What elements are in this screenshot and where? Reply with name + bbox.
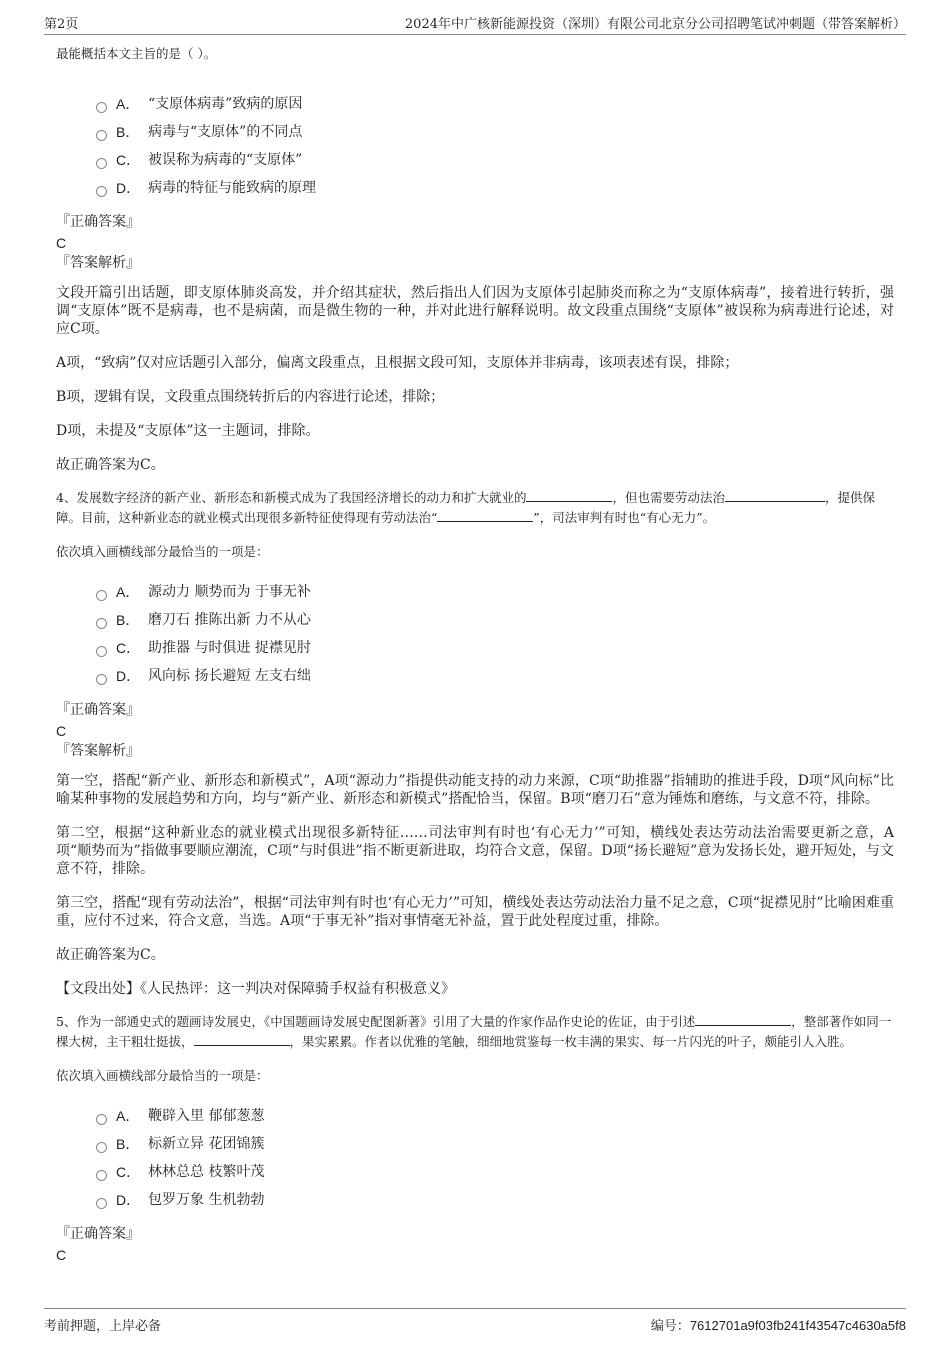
answer-blank <box>526 488 612 502</box>
option-d[interactable]: D． 包罗万象 生机勃勃 <box>96 1186 894 1214</box>
radio-icon[interactable] <box>96 674 107 685</box>
correct-answer-label: 『正确答案』 <box>56 1226 140 1242</box>
analysis-paragraph: 第三空，搭配“现有劳动法治”，根据“司法审判有时也‘有心无力’”可知，横线处表达劳动法治力量不足之意，C项“捉襟见肘”比喻困难重重，应付不过来，符合文意，当选。A项“于事无补”指对事情毫无补益，置于此处程度过重，排除。 <box>56 895 894 929</box>
radio-icon[interactable] <box>96 102 107 113</box>
text-source: 【文段出处】《人民热评：这一判决对保障骑手权益有积极意义》 <box>56 981 455 997</box>
radio-icon[interactable] <box>96 1198 107 1209</box>
analysis-paragraph: 第二空，根据“这种新业态的就业模式出现很多新特征……司法审判有时也‘有心无力’”可知，横线处表达劳动法治需要更新之意，A项“顺势而为”指做事要顺应潮流，C项“与时俱进”指不断更新进取，均符合文意，保留。D项“扬长避短”意为发扬长处，避开短处，与文意不符，排除。 <box>56 825 894 877</box>
analysis-paragraph: 第一空，搭配“新产业、新形态和新模式”，A项“源动力”指提供动能支持的动力来源，C项“助推器”指辅助的推进手段，D项“风向标”比喻某种事物的发展趋势和方向，均与“新产业、新形态和新模式”搭配恰当，保留。B项“磨刀石”意为锤炼和磨练，与文意不符，排除。 <box>56 773 894 807</box>
radio-icon[interactable] <box>96 130 107 141</box>
radio-icon[interactable] <box>96 186 107 197</box>
question-3-stem: 最能概括本文主旨的是（ ）。 <box>56 46 217 61</box>
option-c[interactable]: C． 林林总总 枝繁叶茂 <box>96 1158 894 1186</box>
question-4-instruction: 依次填入画横线部分最恰当的一项是： <box>56 544 269 559</box>
page-number: 第2页 <box>44 17 79 32</box>
radio-icon[interactable] <box>96 158 107 169</box>
analysis-paragraph: 故正确答案为C。 <box>56 457 165 473</box>
answer-blank <box>194 1032 290 1046</box>
option-a[interactable]: A． 鞭辟入里 郁郁葱葱 <box>96 1102 894 1130</box>
correct-answer-label: 『正确答案』 <box>56 214 140 230</box>
radio-icon[interactable] <box>96 590 107 601</box>
question-5-stem: 5、作为一部通史式的题画诗发展史，《中国题画诗发展史配图新著》引用了大量的作家作品作史论的佐证，由于引述 ，整部著作如同一棵大树，主干粗壮挺拔， ，果实累累。作者以优雅的笔触，细细地赏鉴每一枚丰满的果实、每一片闪光的叶子，颇能引人入胜。 <box>56 1014 892 1049</box>
radio-icon[interactable] <box>96 1170 107 1181</box>
question-5-options <box>96 1102 894 1214</box>
question-5-instruction: 依次填入画横线部分最恰当的一项是： <box>56 1068 269 1083</box>
option-a[interactable]: A． 源动力 顺势而为 于事无补 <box>96 578 894 606</box>
page-content <box>56 44 894 1265</box>
analysis-label: 『答案解析』 <box>56 743 140 759</box>
page-header <box>44 8 906 35</box>
analysis-paragraph: B项，逻辑有误，文段重点围绕转折后的内容进行论述，排除； <box>56 389 445 405</box>
option-b[interactable]: B． 标新立异 花团锦簇 <box>96 1130 894 1158</box>
analysis-paragraph: D项，未提及“支原体”这一主题词，排除。 <box>56 423 320 439</box>
option-c[interactable]: C． 被误称为病毒的“支原体” <box>96 146 894 174</box>
analysis-paragraph: A项，“致病”仅对应话题引入部分，偏离文段重点，且根据文段可知，支原体并非病毒，该项表述有误，排除； <box>56 355 739 371</box>
answer-blank <box>695 1012 791 1026</box>
analysis-paragraph: 文段开篇引出话题，即支原体肺炎高发，并介绍其症状，然后指出人们因为支原体引起肺炎而称之为“支原体病毒”，接着进行转折，强调“支原体”既不是病毒，也不是病菌，而是微生物的一种，并对此进行解释说明。故文段重点围绕“支原体”被误称为病毒进行论述，对应C项。 <box>56 285 894 337</box>
option-a[interactable]: A． “支原体病毒”致病的原因 <box>96 90 894 118</box>
correct-answer: C <box>56 723 67 739</box>
page-footer <box>44 1308 906 1334</box>
question-4-options <box>96 578 894 690</box>
option-b[interactable]: B． 磨刀石 推陈出新 力不从心 <box>96 606 894 634</box>
answer-blank <box>725 488 825 502</box>
option-c[interactable]: C． 助推器 与时俱进 捉襟见肘 <box>96 634 894 662</box>
radio-icon[interactable] <box>96 1114 107 1125</box>
radio-icon[interactable] <box>96 646 107 657</box>
analysis-label: 『答案解析』 <box>56 255 140 271</box>
option-b[interactable]: B． 病毒与“支原体”的不同点 <box>96 118 894 146</box>
radio-icon[interactable] <box>96 618 107 629</box>
analysis-paragraph: 故正确答案为C。 <box>56 947 165 963</box>
correct-answer: C <box>56 235 67 251</box>
document-id: 编号：7612701a9f03fb241f43547c4630a5f8 <box>650 1318 906 1334</box>
question-4-stem: 4、发展数字经济的新产业、新形态和新模式成为了我国经济增长的动力和扩大就业的 ，但也需要劳动法治 ，提供保障。目前，这种新业态的就业模式出现很多新特征使得现有劳动法治“ ”，司法审判有时也“有心无力”。 <box>56 490 875 525</box>
answer-blank <box>437 508 533 522</box>
question-3-options <box>96 90 894 202</box>
footer-slogan: 考前押题，上岸必备 <box>44 1319 162 1334</box>
radio-icon[interactable] <box>96 1142 107 1153</box>
option-d[interactable]: D． 病毒的特征与能致病的原理 <box>96 174 894 202</box>
document-title: 2024年中广核新能源投资（深圳）有限公司北京分公司招聘笔试冲刺题（带答案解析） <box>404 17 906 32</box>
option-d[interactable]: D． 风向标 扬长避短 左支右绌 <box>96 662 894 690</box>
correct-answer: C <box>56 1247 67 1263</box>
correct-answer-label: 『正确答案』 <box>56 702 140 718</box>
